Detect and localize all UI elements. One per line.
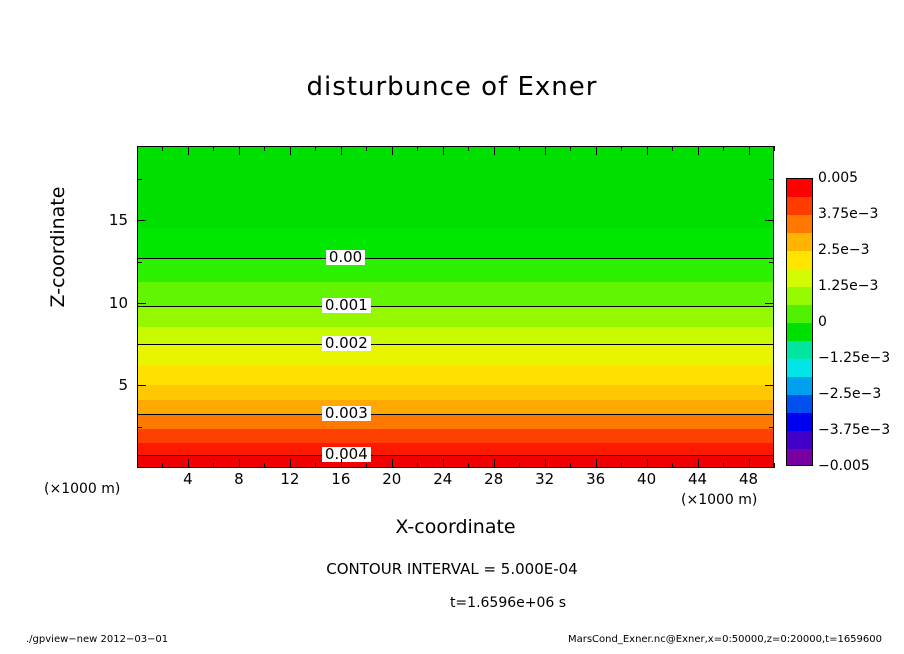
y-tick <box>765 385 774 386</box>
x-tick <box>264 463 265 468</box>
contour-line <box>138 414 773 415</box>
contour-line <box>138 344 773 345</box>
contour-line <box>138 455 773 456</box>
x-tick-label: 20 <box>382 470 402 488</box>
footer-right: MarsCond_Exner.nc@Exner,x=0:50000,z=0:20000,t=1659600 <box>567 634 882 645</box>
x-tick <box>341 459 342 468</box>
x-tick <box>774 146 775 151</box>
x-tick <box>392 459 393 468</box>
contour-band <box>138 455 773 468</box>
x-tick-label: 8 <box>234 470 244 488</box>
colorbar-cell <box>787 431 812 450</box>
x-tick <box>162 146 163 151</box>
contour-band <box>138 147 773 229</box>
colorbar-cell <box>787 287 812 306</box>
x-tick-label: 28 <box>484 470 504 488</box>
x-axis-title: X-coordinate <box>395 516 516 538</box>
x-tick <box>239 146 240 155</box>
page-title: disturbunce of Exner <box>306 72 598 102</box>
contour-label: 0.004 <box>322 447 371 462</box>
y-tick <box>137 303 146 304</box>
contour-band <box>138 344 773 365</box>
y-tick <box>137 220 146 221</box>
x-tick-label: 16 <box>331 470 351 488</box>
contour-label: 0.003 <box>322 406 371 421</box>
colorbar-cell <box>787 413 812 432</box>
contour-label: 0.001 <box>322 298 371 313</box>
y-tick <box>769 262 774 263</box>
x-tick <box>315 463 316 468</box>
y-tick <box>769 344 774 345</box>
x-tick <box>162 463 163 468</box>
x-tick <box>239 459 240 468</box>
colorbar-cell <box>787 449 812 466</box>
colorbar-tick-label: −1.25e−3 <box>818 350 891 366</box>
x-tick <box>443 459 444 468</box>
x-tick <box>621 146 622 151</box>
x-unit-left: (×1000 m) <box>44 481 121 497</box>
x-tick <box>698 146 699 155</box>
contour-band <box>138 327 773 345</box>
y-tick <box>765 303 774 304</box>
x-tick <box>570 146 571 151</box>
x-tick <box>749 146 750 155</box>
x-tick-label: 48 <box>738 470 759 488</box>
contour-band <box>138 258 773 283</box>
x-tick <box>494 459 495 468</box>
x-tick <box>290 146 291 155</box>
colorbar-cell <box>787 179 812 198</box>
x-tick <box>774 463 775 468</box>
x-tick <box>366 463 367 468</box>
x-tick <box>417 463 418 468</box>
y-tick <box>137 427 142 428</box>
x-tick <box>417 146 418 151</box>
colorbar-cell <box>787 377 812 396</box>
x-tick <box>647 146 648 155</box>
time-stamp: t=1.6596e+06 s <box>449 595 567 611</box>
contour-interval-note: CONTOUR INTERVAL = 5.000E-04 <box>326 560 578 578</box>
x-tick <box>392 146 393 155</box>
colorbar-tick-label: 3.75e−3 <box>818 206 879 222</box>
x-tick-label: 4 <box>183 470 193 488</box>
colorbar-cell <box>787 323 812 342</box>
x-tick-label: 24 <box>433 470 453 488</box>
colorbar-cell <box>787 215 812 234</box>
y-tick-label: 15 <box>108 211 128 230</box>
colorbar-tick-label: −0.005 <box>818 458 870 474</box>
x-tick <box>596 146 597 155</box>
y-tick-label: 5 <box>118 376 128 395</box>
plot-area <box>137 146 774 468</box>
colorbar-cell <box>787 305 812 324</box>
x-tick <box>698 459 699 468</box>
colorbar-tick-label: −3.75e−3 <box>818 422 891 438</box>
x-tick <box>315 146 316 151</box>
x-tick <box>188 146 189 155</box>
contour-fill <box>138 147 773 467</box>
x-tick <box>494 146 495 155</box>
x-tick <box>723 146 724 151</box>
x-tick <box>723 463 724 468</box>
x-tick <box>519 463 520 468</box>
colorbar-cell <box>787 269 812 288</box>
x-tick <box>188 459 189 468</box>
contour-line <box>138 306 773 307</box>
y-tick <box>137 385 146 386</box>
x-tick <box>341 146 342 155</box>
x-tick <box>647 459 648 468</box>
contour-label: 0.002 <box>322 336 371 351</box>
x-tick <box>213 146 214 151</box>
x-tick <box>545 146 546 155</box>
contour-band <box>138 365 773 385</box>
x-tick <box>672 146 673 151</box>
x-tick <box>519 146 520 151</box>
colorbar-cell <box>787 233 812 252</box>
colorbar-cell <box>787 197 812 216</box>
y-tick <box>137 344 142 345</box>
y-tick <box>769 179 774 180</box>
x-tick <box>468 463 469 468</box>
x-tick-label: 40 <box>637 470 657 488</box>
x-tick <box>621 463 622 468</box>
x-tick <box>468 146 469 151</box>
x-tick <box>264 146 265 151</box>
colorbar-cell <box>787 395 812 414</box>
colorbar-tick-label: 0 <box>818 314 827 330</box>
contour-band <box>138 414 773 430</box>
y-tick <box>769 427 774 428</box>
x-tick <box>443 146 444 155</box>
contour-band <box>138 429 773 443</box>
contour-label: 0.00 <box>326 250 365 265</box>
colorbar-tick-label: −2.5e−3 <box>818 386 882 402</box>
colorbar-cell <box>787 359 812 378</box>
contour-band <box>138 400 773 415</box>
contour-band <box>138 385 773 400</box>
colorbar-tick-label: 1.25e−3 <box>818 278 879 294</box>
x-tick-label: 12 <box>280 470 300 488</box>
x-tick-label: 32 <box>535 470 555 488</box>
colorbar-tick-label: 0.005 <box>818 170 859 186</box>
x-tick <box>596 459 597 468</box>
x-tick <box>545 459 546 468</box>
x-tick-label: 36 <box>586 470 606 488</box>
contour-band <box>138 443 773 456</box>
x-tick <box>672 463 673 468</box>
contour-band <box>138 282 773 307</box>
x-tick <box>749 459 750 468</box>
y-tick <box>137 179 142 180</box>
contour-band <box>138 306 773 327</box>
y-axis-title: Z-coordinate <box>47 186 69 308</box>
y-tick <box>137 262 142 263</box>
colorbar-cell <box>787 251 812 270</box>
x-tick-label: 44 <box>688 470 708 488</box>
y-tick-label: 10 <box>108 293 128 312</box>
colorbar <box>786 178 813 466</box>
contour-line <box>138 258 773 259</box>
x-tick <box>570 463 571 468</box>
contour-band <box>138 228 773 259</box>
x-tick <box>213 463 214 468</box>
footer-left: ./gpview−new 2012−03−01 <box>26 634 169 645</box>
x-tick <box>290 459 291 468</box>
y-tick <box>765 220 774 221</box>
x-unit-right: (×1000 m) <box>681 492 758 508</box>
colorbar-cell <box>787 341 812 360</box>
x-tick <box>366 146 367 151</box>
colorbar-tick-label: 2.5e−3 <box>818 242 870 258</box>
